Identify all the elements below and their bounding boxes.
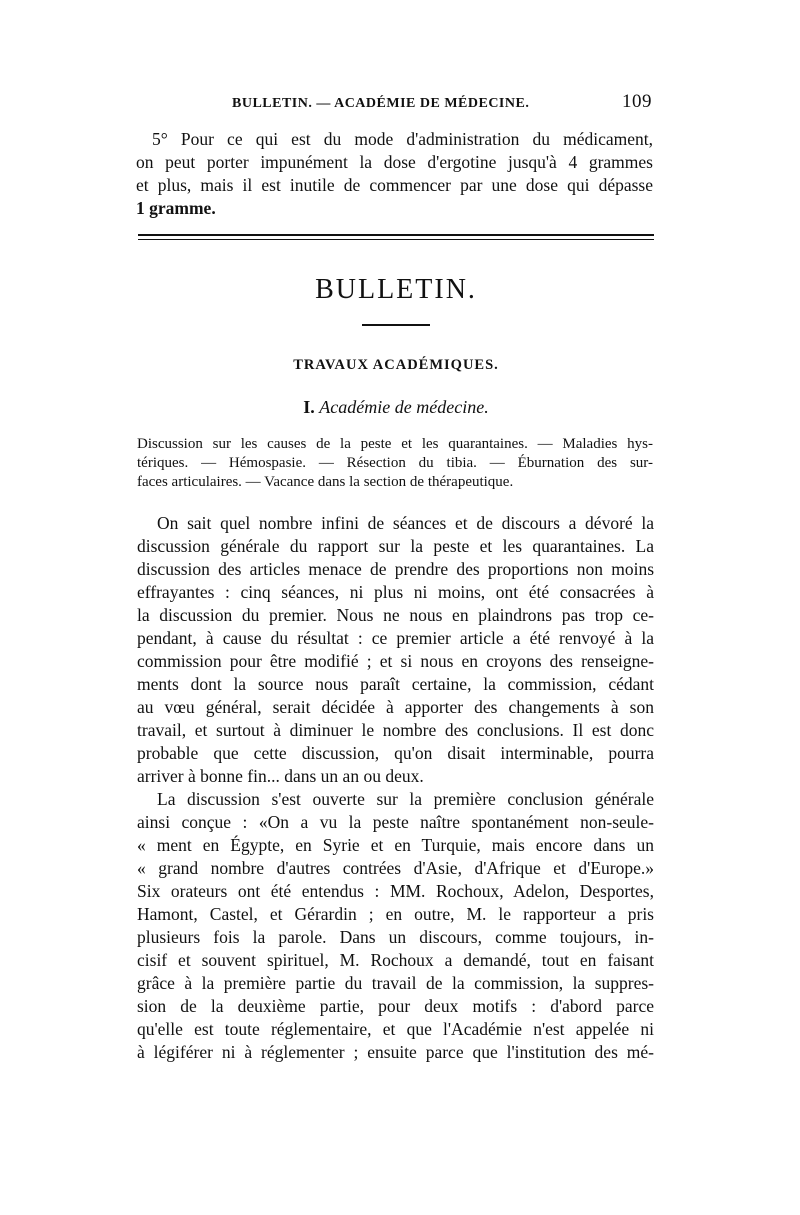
body-line: discussion des articles menace de prendre des proportions non moins bbox=[137, 559, 654, 579]
short-rule-divider bbox=[362, 324, 430, 326]
summary-line: tériques. — Hémospasie. — Résection du tibia. — Éburnation des sur- bbox=[137, 455, 653, 471]
running-head bbox=[232, 93, 664, 115]
bulletin-title: BULLETIN. bbox=[315, 274, 477, 305]
body-line: à légiférer ni à réglementer ; ensuite parce que l'institution des mé- bbox=[137, 1042, 654, 1062]
body-line: arriver à bonne fin... dans un an ou deux. bbox=[137, 766, 424, 786]
subsection-heading bbox=[138, 397, 654, 418]
subsection-name: Académie de médecine. bbox=[319, 397, 489, 417]
double-rule-divider bbox=[138, 234, 654, 243]
intro-paragraph bbox=[136, 128, 653, 220]
body-line: sion de la deuxième partie, pour deux motifs : d'abord parce bbox=[137, 996, 654, 1016]
body-line: probable que cette discussion, qu'on disait interminable, pourra bbox=[137, 743, 654, 763]
body-line: la discussion du premier. Nous ne nous en plaindrons pas trop ce- bbox=[137, 605, 654, 625]
body-line: au vœu général, serait décidée à apporter des changements à son bbox=[137, 697, 654, 717]
body-line: ainsi conçue : «On a vu la peste naître spontanément non-seule- bbox=[137, 812, 654, 832]
summary-line: Discussion sur les causes de la peste et les quarantaines. — Maladies hys- bbox=[137, 436, 653, 452]
summary-block bbox=[137, 435, 653, 492]
running-head-title: BULLETIN. — ACADÉMIE DE MÉDECINE. bbox=[232, 96, 530, 111]
body-text bbox=[137, 512, 654, 1064]
text-line: et plus, mais il est inutile de commencer par une dose qui dépasse bbox=[136, 175, 653, 195]
body-line: On sait quel nombre infini de séances et de discours a dévoré la bbox=[157, 513, 654, 533]
body-line: effrayantes : cinq séances, ni plus ni moins, ont été consacrées à bbox=[137, 582, 654, 602]
body-line: « ment en Égypte, en Syrie et en Turquie, mais encore dans un bbox=[137, 835, 654, 855]
body-line: commission pour être modifié ; et si nous en croyons des renseigne- bbox=[137, 651, 654, 671]
body-line: discussion générale du rapport sur la peste et les quarantaines. La bbox=[137, 536, 654, 556]
body-line: plusieurs fois la parole. Dans un discours, comme toujours, in- bbox=[137, 927, 654, 947]
body-line: La discussion s'est ouverte sur la première conclusion générale bbox=[157, 789, 654, 809]
body-line: grâce à la première partie du travail de la commission, la suppres- bbox=[137, 973, 654, 993]
body-line: pendant, à cause du résultat : ce premier article a été renvoyé à la bbox=[137, 628, 654, 648]
body-line: travail, et surtout à diminuer le nombre des conclusions. Il est donc bbox=[137, 720, 654, 740]
subsection-number: I. bbox=[303, 397, 315, 417]
body-line: « grand nombre d'autres contrées d'Asie, d'Afrique et d'Europe.» bbox=[137, 858, 654, 878]
text-line: on peut porter impunément la dose d'ergotine jusqu'à 4 grammes bbox=[136, 152, 653, 172]
section-title: TRAVAUX ACADÉMIQUES. bbox=[293, 357, 499, 373]
body-line: ments dont la source nous paraît certaine, la commission, cédant bbox=[137, 674, 654, 694]
body-line: cisif et souvent spirituel, M. Rochoux a demandé, tout en faisant bbox=[137, 950, 654, 970]
summary-line: faces articulaires. — Vacance dans la section de thérapeutique. bbox=[137, 474, 514, 490]
body-line: Hamont, Castel, et Gérardin ; en outre, M. le rapporteur a pris bbox=[137, 904, 654, 924]
page-number: 109 bbox=[622, 91, 652, 112]
body-line: Six orateurs ont été entendus : MM. Rochoux, Adelon, Desportes, bbox=[137, 881, 654, 901]
body-line: qu'elle est toute réglementaire, et que l'Académie n'est appelée ni bbox=[137, 1019, 654, 1039]
text-line: 1 gramme. bbox=[136, 198, 216, 218]
text-line: 5° Pour ce qui est du mode d'administration du médicament, bbox=[152, 129, 653, 149]
